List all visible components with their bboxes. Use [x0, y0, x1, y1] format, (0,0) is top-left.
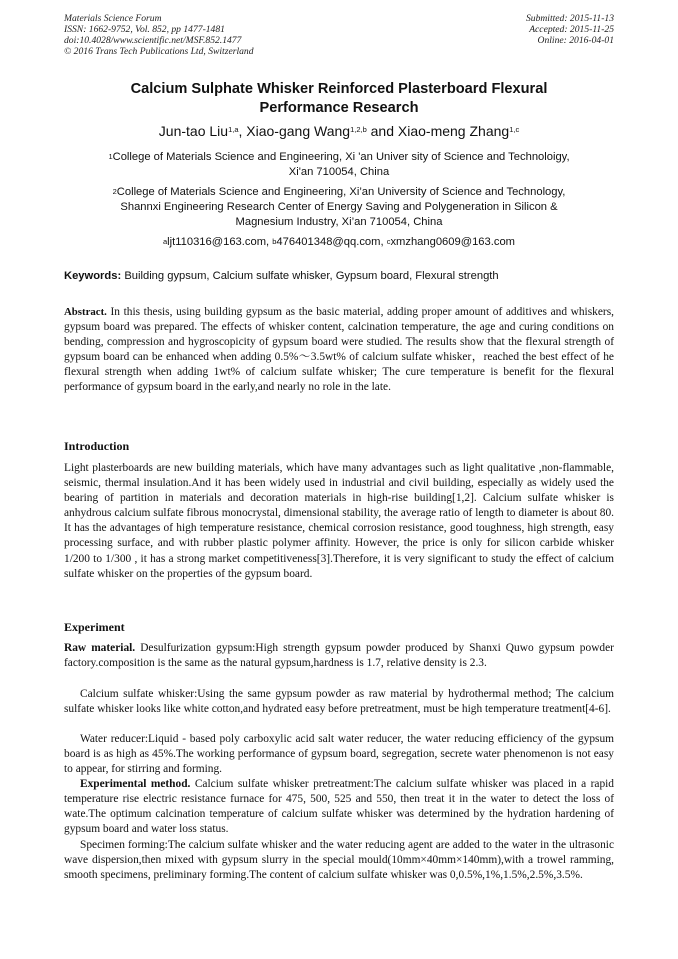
- email-mark: c: [386, 237, 391, 246]
- abstract: [64, 305, 614, 395]
- paper-title: Calcium Sulphate Whisker Reinforced Plasterboard Flexural Performance Research: [130, 81, 548, 116]
- affiliation-mark: 2: [112, 187, 117, 196]
- author-emails: [64, 235, 614, 250]
- affiliation-line: College of Materials Science and Engineering, Xi’an University of Science and Technology,: [116, 186, 566, 198]
- journal-issn: ISSN: 1662-9752, Vol. 852, pp 1477-1481: [64, 24, 225, 35]
- author-affiliation-mark: 1,2,b: [350, 125, 367, 134]
- water-reducer-paragraph: Water reducer:Liquid - based poly carboxylic acid salt water reducer, the water reducing efficiency of the gypsum board is as high as 45%.The working performance of gypsum board, segregation, secrete water phenomenon is not easy to appear, for stirring and forming.: [64, 733, 614, 776]
- journal-header-right: [394, 13, 614, 46]
- introduction-paragraph: Light plasterboards are new building materials, which have many advantages such as light qualitative ,non-flammable, seismic, thermal insulation.And it has been widely used in industrial and civil building, especially as widely used the bearing of partition in materials and decoration materials in high-rise building[1,2]. Calcium sulfate whisker is anhydrous calcium sulfate fibrous monocrystal, dimensional stability, the average ratio of length to diameter is about 80. It has the advantages of high temperature resistance, chemical corrosion resistance, good toughness, high strength, easy processing surface, and with rubber plastic polymer affinity. However, the price is only for silicon carbide whisker 1/200 to 1/300 , it has a strong market competitiveness[3].Therefore, it is very significant to study the effect of calcium sulfate whisker on the properties of the gypsum board.: [64, 462, 614, 580]
- affiliation-1: [64, 150, 614, 180]
- experimental-method-text: Calcium sulfate whisker pretreatment:The calcium sulfate whisker was placed in a rapid temperature rise electric resistance furnace for 475, 500, 525 and 550, then treat it in the water to detect the loss of wate.The optimum calcination temperature of calcium sulfate whisker was determined by the hydration hardening of gypsum board and water loss status.: [64, 778, 614, 836]
- author-name: Xiao-meng Zhang: [397, 123, 510, 139]
- journal-doi: doi:10.4028/www.scientific.net/MSF.852.1477: [64, 35, 242, 46]
- keywords-text: Building gypsum, Calcium sulfate whisker, Gypsum board, Flexural strength: [124, 270, 499, 282]
- introduction-heading: Introduction: [64, 439, 130, 453]
- abstract-text: In this thesis, using building gypsum as the basic material, adding proper amount of additives and whiskers, gypsum board was prepared. The effects of whisker content, calcination temperature, the age and curing conditions on bending, compression and hygroscopicity of gypsum board were studied. The results show that the flexural strength of gypsum board can be enhanced when adding 0.5%～3.5wt% of calcium sulfate whisker，reached the best effect of he flexural strength when adding 1wt% of calcium sulfate whisker; The cure temperature is benefit for the flexural performance of gypsum board in the early,and nearly no role in the late.: [64, 306, 614, 393]
- experimental-method-label: Experimental method.: [80, 778, 191, 790]
- email-link[interactable]: ljt110316@163.com,: [167, 236, 270, 248]
- specimen-forming-paragraph: Specimen forming:The calcium sulfate whisker and the water reducing agent are added to the water in the ultrasonic wave dispersion,then mixed with gypsum slurry in the special mould(10mm×40mm×140mm),with a trowel ramming, smooth specimens, preliminary forming.The content of calcium sulfate whisker was 0,0.5%,1%,1.5%,2.5%,3.5%.: [64, 839, 614, 882]
- author-affiliation-mark: 1,c: [509, 125, 520, 134]
- affiliation-line: Magnesium Industry, Xi’an 710054, China: [235, 216, 443, 228]
- email-link[interactable]: 476401348@qq.com,: [276, 236, 384, 248]
- keywords: [64, 269, 614, 284]
- journal-header-left: [64, 13, 384, 57]
- online-date: Online: 2016-04-01: [537, 35, 614, 46]
- affiliation-2: [64, 185, 614, 230]
- author-affiliation-mark: 1,a: [228, 125, 239, 134]
- affiliation-line: College of Materials Science and Engineering, Xi 'an Univer sity of Science and Technoloigy,: [112, 151, 570, 163]
- author-name: Xiao-gang Wang: [246, 123, 351, 139]
- author-name: Jun-tao Liu: [158, 123, 229, 139]
- email-link[interactable]: xmzhang0609@163.com: [390, 236, 515, 248]
- journal-name: Materials Science Forum: [64, 13, 162, 24]
- keywords-label: Keywords:: [64, 270, 122, 282]
- email-mark: a: [163, 237, 168, 246]
- submitted-date: Submitted: 2015-11-13: [525, 13, 614, 24]
- experiment-heading: Experiment: [64, 620, 125, 634]
- affiliation-line: Shannxi Engineering Research Center of Energy Saving and Polygeneration in Silicon &: [120, 201, 558, 213]
- raw-material-text: Desulfurization gypsum:High strength gypsum powder produced by Shanxi Quwo gypsum powder factory.composition is the same as the natural gypsum,hardness is 1.7, relative density is 2.3.: [64, 642, 614, 670]
- accepted-date: Accepted: 2015-11-25: [529, 24, 614, 35]
- raw-material-label: Raw material.: [64, 642, 136, 654]
- affiliation-mark: 1: [108, 152, 113, 161]
- raw-material-paragraph: [64, 641, 614, 671]
- experimental-method-paragraph: [64, 777, 614, 837]
- email-mark: b: [272, 237, 277, 246]
- author-connector: and: [370, 123, 394, 139]
- journal-copyright: © 2016 Trans Tech Publications Ltd, Switzerland: [64, 46, 254, 57]
- affiliation-line: Xi'an 710054, China: [288, 166, 390, 178]
- whisker-paragraph: Calcium sulfate whisker:Using the same gypsum powder as raw material by hydrothermal method; The calcium sulfate whisker looks like white cotton,and hydrated easy before pretreatment, must be high temperature treatment[4-6].: [64, 688, 614, 716]
- abstract-label: Abstract.: [64, 306, 107, 318]
- author-list: Jun-tao Liu$^{1,a}$, Xiao-gang Wang$^{1,2,b}$ and Xiao-meng Zhang$^{1,c}$: [158, 123, 520, 139]
